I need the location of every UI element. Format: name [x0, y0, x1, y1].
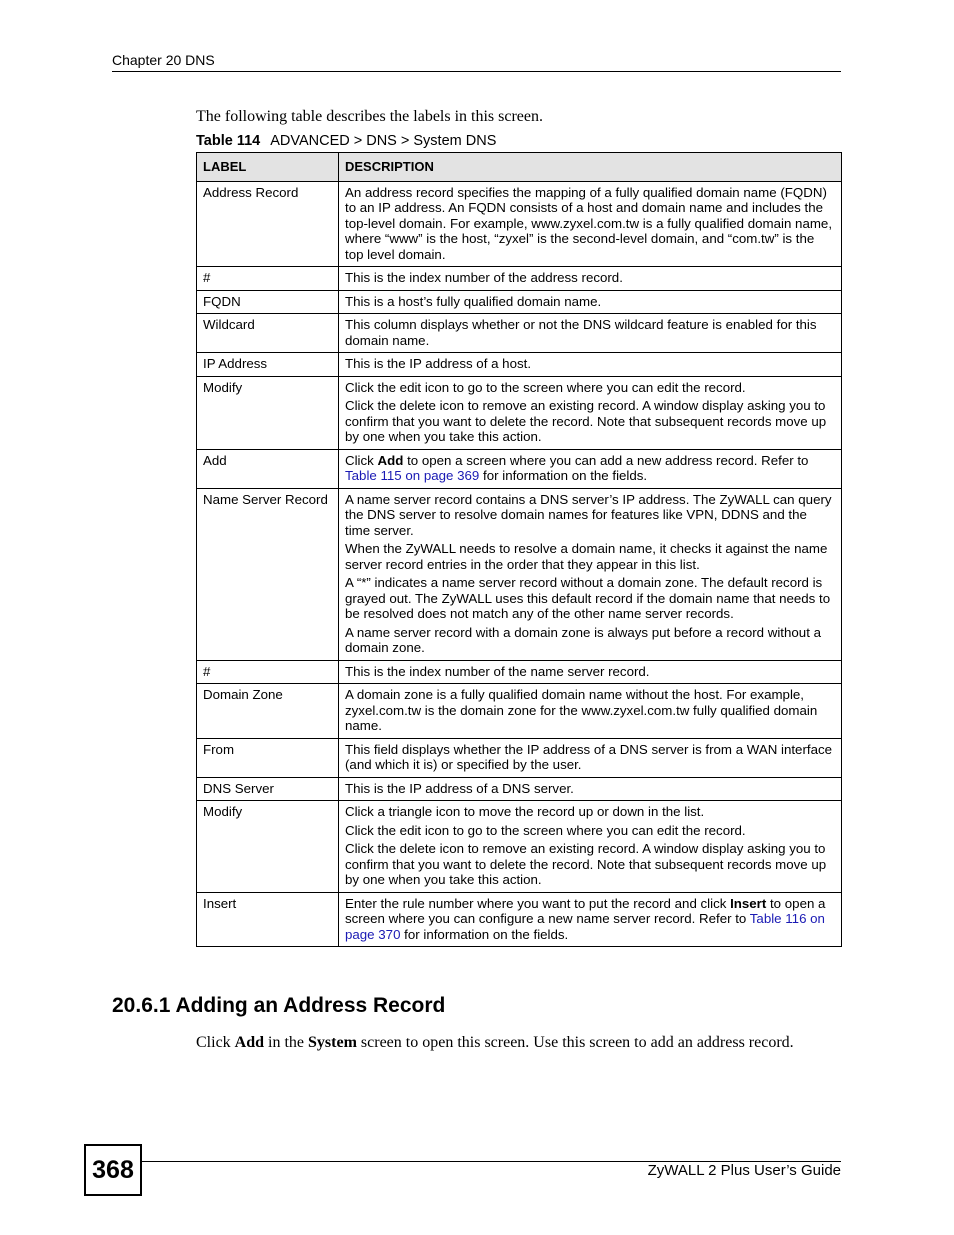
description-paragraph: Click a triangle icon to move the record up or down in the list.	[345, 804, 705, 819]
description-text: to open a screen where you can configure a new name server record. Refer to	[345, 895, 826, 926]
row-description	[339, 376, 842, 449]
header-rule	[112, 71, 841, 72]
row-label: #	[197, 267, 339, 291]
chapter-header: Chapter 20 DNS	[112, 52, 215, 68]
table-row	[197, 181, 842, 267]
table-number: Table 114	[196, 133, 261, 149]
row-description	[339, 738, 842, 777]
row-label: Modify	[197, 376, 339, 449]
table-reference-link[interactable]: Table 116 on page 370	[345, 911, 825, 942]
header-label: LABEL	[197, 153, 339, 182]
description-text: to open a screen where you can add a new address record. Refer to	[403, 452, 809, 468]
description-paragraph: A domain zone is a fully qualified domain name without the host. For example, zyxel.com.tw is the domain zone for the www.zyxel.com.tw fully qualified domain name.	[345, 687, 818, 733]
row-label: Modify	[197, 801, 339, 893]
description-paragraph: This is a host’s fully qualified domain name.	[345, 293, 602, 309]
bold-term: Insert	[730, 895, 767, 911]
description-paragraph: This column displays whether or not the DNS wildcard feature is enabled for this domain name.	[345, 317, 817, 348]
row-label: Name Server Record	[197, 488, 339, 660]
description-paragraph	[345, 896, 835, 943]
description-paragraph: A name server record contains a DNS server’s IP address. The ZyWALL can query the DNS server to resolve domain names for features like VPN, DDNS and the time server.	[345, 491, 832, 538]
row-description	[339, 314, 842, 353]
guide-title: ZyWALL 2 Plus User’s Guide	[647, 1162, 841, 1179]
description-paragraph: This is the IP address of a DNS server.	[345, 780, 574, 796]
table-row	[197, 684, 842, 739]
intro-text: The following table describes the labels in this screen.	[196, 108, 544, 125]
description-table	[196, 152, 842, 947]
description-paragraph: Click the delete icon to remove an existing record. A window display asking you to confirm that you want to delete the record. Note that subsequent records move up by one when you take this action.	[345, 398, 827, 444]
description-paragraph: An address record specifies the mapping of a fully qualified domain name (FQDN) to an IP address. An FQDN consists of a host and domain name and includes the top-level domain. For example, www.zyxel.com.tw is a fully qualified domain name, where “www” is the host, “zyxel” is the second-level domain, and “com.tw” is the top level domain.	[345, 184, 833, 262]
row-description	[339, 290, 842, 314]
table-row	[197, 449, 842, 488]
row-description	[339, 267, 842, 291]
table-row	[197, 660, 842, 684]
table-row	[197, 488, 842, 660]
row-label: Domain Zone	[197, 684, 339, 739]
description-text: for information on the fields.	[400, 926, 569, 942]
section-bold-add: Add	[234, 1034, 265, 1051]
row-label: From	[197, 738, 339, 777]
description-text: Click	[345, 452, 378, 468]
description-paragraph: This field displays whether the IP address of a DNS server is from a WAN interface (and which it is) or specified by the user.	[345, 741, 833, 772]
description-paragraph: This is the index number of the address record.	[345, 270, 623, 285]
section-text: in the	[264, 1034, 309, 1051]
description-paragraph: Click the delete icon to remove an existing record. A window display asking you to confirm that you want to delete the record. Note that subsequent records move up by one when you take this action.	[345, 841, 827, 887]
table-row	[197, 892, 842, 947]
section-text: Click	[196, 1034, 235, 1051]
row-description	[339, 488, 842, 660]
section-body	[196, 1034, 794, 1052]
description-text: Enter the rule number where you want to put the record and click	[345, 895, 731, 911]
description-paragraph: This is the index number of the name server record.	[345, 663, 650, 679]
section-heading: 20.6.1 Adding an Address Record	[112, 994, 446, 1017]
row-label: IP Address	[197, 353, 339, 377]
description-paragraph	[345, 453, 835, 484]
row-description	[339, 777, 842, 801]
table-row	[197, 777, 842, 801]
section-bold-system: System	[308, 1034, 357, 1051]
table-row	[197, 267, 842, 291]
row-label: FQDN	[197, 290, 339, 314]
row-label: DNS Server	[197, 777, 339, 801]
table-row	[197, 801, 842, 893]
description-paragraph: Click the edit icon to go to the screen where you can edit the record.	[345, 822, 746, 838]
row-description	[339, 660, 842, 684]
section-text: screen to open this screen. Use this screen to add an address record.	[356, 1034, 794, 1051]
bold-term: Add	[377, 452, 404, 468]
description-paragraph: When the ZyWALL needs to resolve a domain name, it checks it against the name server record entries in the order that they appear in this list.	[345, 541, 828, 572]
table-row	[197, 376, 842, 449]
description-paragraph: Click the edit icon to go to the screen where you can edit the record.	[345, 379, 746, 395]
table-title: ADVANCED > DNS > System DNS	[270, 133, 497, 149]
row-description	[339, 801, 842, 893]
table-header-row	[197, 153, 842, 182]
row-description	[339, 353, 842, 377]
table-row	[197, 314, 842, 353]
description-text: for information on the fields.	[479, 468, 648, 483]
page-number: 368	[84, 1144, 142, 1196]
row-label: Insert	[197, 892, 339, 947]
header-description: DESCRIPTION	[339, 153, 842, 182]
row-description	[339, 684, 842, 739]
row-description	[339, 449, 842, 488]
row-label: #	[197, 660, 339, 684]
table-caption	[196, 133, 496, 149]
row-description	[339, 892, 842, 947]
table-body	[197, 181, 842, 947]
row-label: Add	[197, 449, 339, 488]
row-label: Address Record	[197, 181, 339, 267]
description-paragraph: This is the IP address of a host.	[345, 356, 532, 371]
description-paragraph: A name server record with a domain zone is always put before a record without a domain zone.	[345, 624, 821, 655]
row-description	[339, 181, 842, 267]
table-row	[197, 738, 842, 777]
row-label: Wildcard	[197, 314, 339, 353]
table-row	[197, 290, 842, 314]
description-paragraph: A “*” indicates a name server record without a domain zone. The default record is grayed out. The ZyWALL uses this default record if the domain name that needs to be resolved does not match any of the other name server records.	[345, 575, 831, 621]
table-row	[197, 353, 842, 377]
table-reference-link[interactable]: Table 115 on page 369	[345, 468, 480, 483]
